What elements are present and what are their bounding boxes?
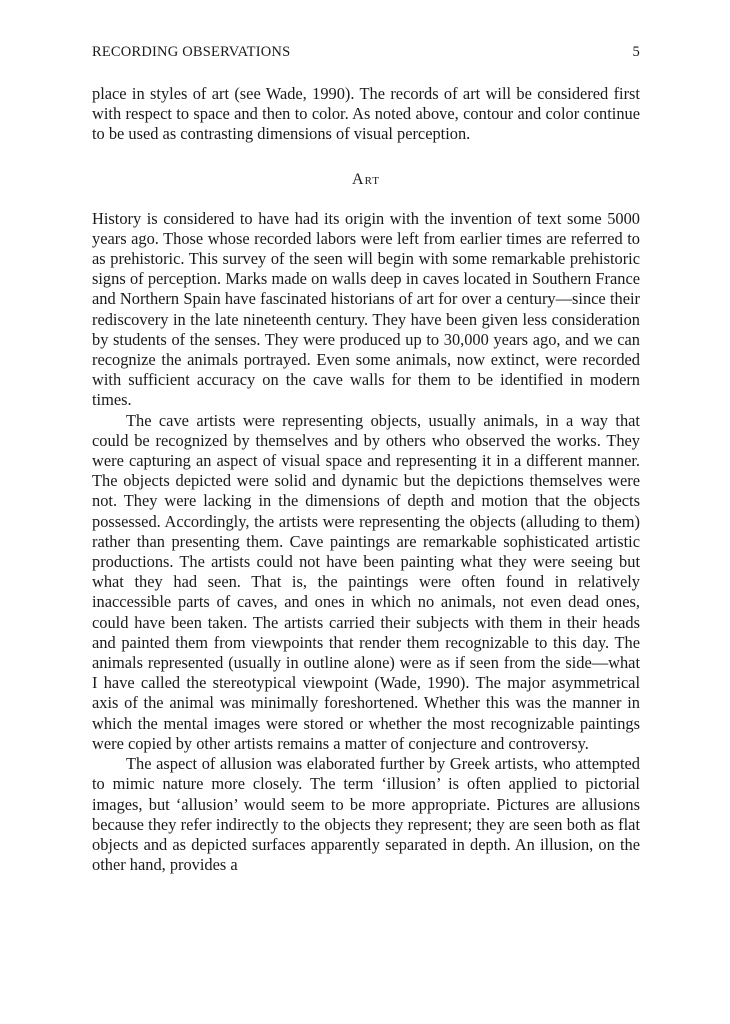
paragraph-continued: place in styles of art (see Wade, 1990). The records of art will be considered first with respect to space and then to color. As noted above, contour and color continue to be used as contrasting dimensions of visual perception. (92, 84, 640, 144)
paragraph: The cave artists were representing objects, usually animals, in a way that could be recognized by themselves and by others who observed the works. They were capturing an aspect of visual space and representing it in a different manner. The objects depicted were solid and dynamic but the depictions themselves were not. They were lacking in the dimensions of depth and motion that the objects possessed. Accordingly, the artists were representing the objects (alluding to them) rather than presenting them. Cave paintings are remarkable sophisticated artistic productions. The artists could not have been painting what they were seeing but what they had seen. That is, the paintings were often found in relatively inaccessible parts of caves, and ones in which no animals, not even dead ones, could have been taken. The artists carried their subjects with them in their heads and painted them from viewpoints that render them recognizable to this day. The animals represented (usually in outline alone) were as if seen from the side—what I have called the stereotypical viewpoint (Wade, 1990). The major asymmetrical axis of the animal was minimally foreshortened. Whether this was the manner in which the mental images were stored or whether the most recognizable paintings were copied by other artists remains a matter of conjecture and controversy. (92, 410, 640, 753)
paragraph: The aspect of allusion was elaborated further by Greek artists, who attempted to mimic nature more closely. The term ‘illusion’ is often applied to pictorial images, but ‘allusion’ would seem to be more appropriate. Pictures are allusions because they refer indirectly to the objects they represent; they are seen both as flat objects and as depicted surfaces apparently separated in depth. An illusion, on the other hand, provides a (92, 754, 640, 875)
book-page (92, 44, 640, 875)
running-head (92, 44, 640, 64)
running-head-title: RECORDING OBSERVATIONS (92, 44, 291, 60)
section-heading: Art (352, 170, 380, 188)
paragraph: History is considered to have had its origin with the invention of text some 5000 years ago. Those whose recorded labors were left from earlier times are referred to as prehistoric. This survey of the seen will begin with some remarkable prehistoric signs of perception. Marks made on walls deep in caves located in Southern France and Northern Spain have fascinated historians of art for over a century—since their rediscovery in the late nineteenth century. They have been given less consideration by students of the senses. They were produced up to 30,000 years ago, and we can recognize the animals portrayed. Even some animals, now extinct, were recorded with sufficient accuracy on the cave walls for them to be identified in modern times. (92, 208, 640, 410)
page-number: 5 (632, 44, 640, 60)
